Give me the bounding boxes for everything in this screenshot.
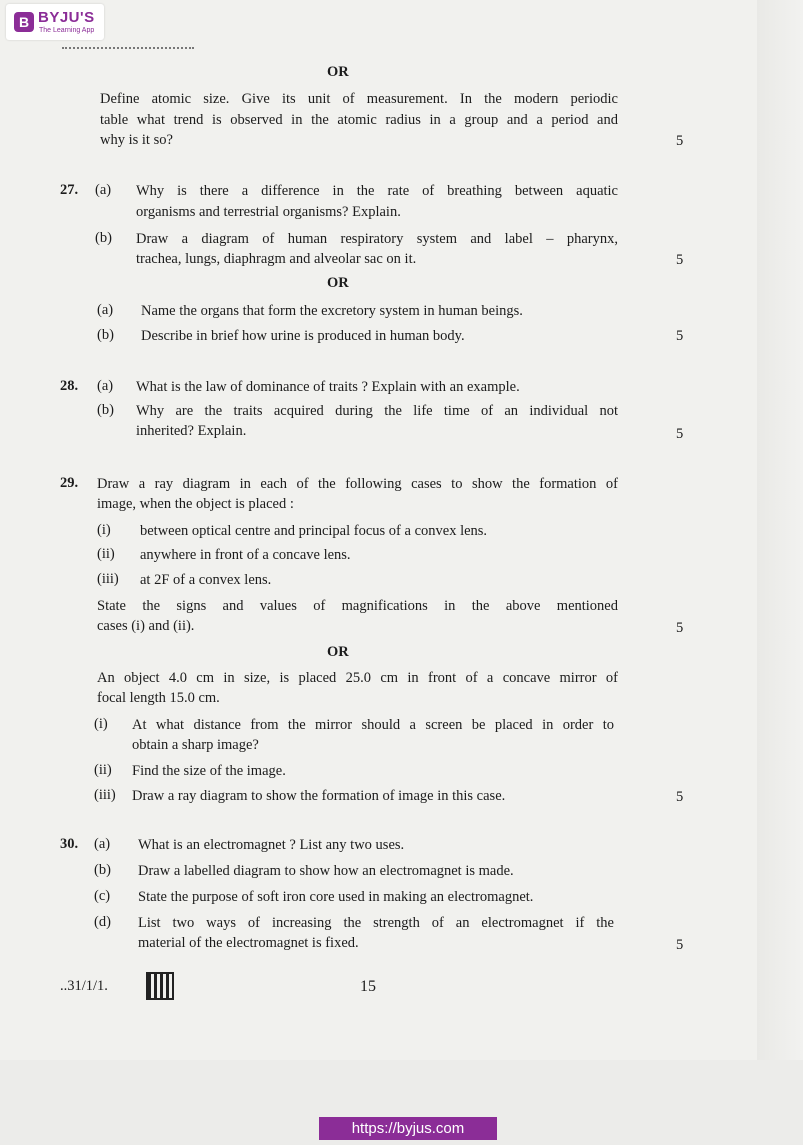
marks: 5 [676,937,684,953]
q30-item-line: What is an electromagnet ? List any two uses. [138,837,405,853]
q29-or-item-line: At what distance from the mirror should a screen be placed in order to [132,717,614,733]
logo-mark-icon: B [14,12,34,32]
q30-item-line: State the purpose of soft iron core used in making an electromagnet. [138,889,534,905]
part-label: (b) [97,327,114,343]
marks: 5 [676,789,684,805]
q29-state-line: State the signs and values of magnifications in the above mentioned [97,598,618,614]
page-number: 15 [360,978,376,995]
question-number: 30. [60,836,79,852]
part-label: (i) [94,716,108,732]
marks: 5 [676,252,684,268]
byjus-url-link[interactable]: https://byjus.com [319,1117,497,1140]
part-label: (a) [97,302,114,318]
question-number: 29. [60,475,79,491]
part-label: (a) [95,182,112,198]
q27-a-line: organisms and terrestrial organisms? Explain. [136,204,401,220]
logo-tagline: The Learning App [39,27,95,34]
q26-or-line: why is it so? [100,132,173,148]
part-label: (a) [97,378,114,394]
q29-or-intro-line: focal length 15.0 cm. [97,690,220,706]
q27-b-line: trachea, lungs, diaphragm and alveolar sac on it. [136,251,417,267]
marks: 5 [676,328,684,344]
part-label: (iii) [94,787,116,803]
q30-item-line: List two ways of increasing the strength of an electromagnet if the [138,915,614,931]
q27-or-a: Name the organs that form the excretory system in human beings. [141,303,523,319]
qr-code-icon[interactable] [146,972,174,1000]
question-number: 28. [60,378,79,394]
q27-b-line: Draw a diagram of human respiratory system and label – pharynx, [136,231,618,247]
or-heading: OR [327,275,349,291]
part-label: (b) [95,230,112,246]
part-label: (d) [94,914,111,930]
q29-intro-line: Draw a ray diagram in each of the following cases to show the formation of [97,476,618,492]
marks: 5 [676,133,684,149]
paper-code: ..31/1/1. [60,978,108,994]
q28-b-line: inherited? Explain. [136,423,247,439]
q26-or-line: Define atomic size. Give its unit of measurement. In the modern periodic [100,91,618,107]
q30-item-line: material of the electromagnet is fixed. [138,935,359,951]
q29-or-item-line: Find the size of the image. [132,763,286,779]
header-rule [62,47,194,49]
q29-item: at 2F of a convex lens. [140,572,272,588]
or-heading: OR [327,644,349,660]
q29-or-item-line: Draw a ray diagram to show the formation of image in this case. [132,788,506,804]
q29-or-item-line: obtain a sharp image? [132,737,259,753]
q27-or-b: Describe in brief how urine is produced in human body. [141,328,465,344]
q29-item: anywhere in front of a concave lens. [140,547,351,563]
part-label: (iii) [97,571,119,587]
q27-a-line: Why is there a difference in the rate of breathing between aquatic [136,183,618,199]
q29-or-intro-line: An object 4.0 cm in size, is placed 25.0 cm in front of a concave mirror of [97,670,618,686]
part-label: (a) [94,836,111,852]
marks: 5 [676,426,684,442]
part-label: (c) [94,888,111,904]
q28-b-line: Why are the traits acquired during the life time of an individual not [136,403,618,419]
part-label: (i) [97,522,111,538]
part-label: (ii) [94,762,112,778]
logo-name: BYJU'S [38,9,95,26]
marks: 5 [676,620,684,636]
q26-or-line: table what trend is observed in the atomic radius in a group and a period and [100,112,618,128]
part-label: (ii) [97,546,115,562]
q30-item-line: Draw a labelled diagram to show how an electromagnet is made. [138,863,514,879]
page-edge [757,0,803,1060]
part-label: (b) [97,402,114,418]
q29-intro-line: image, when the object is placed : [97,496,294,512]
part-label: (b) [94,862,111,878]
question-number: 27. [60,182,79,198]
byjus-logo[interactable] [6,4,104,40]
q28-a: What is the law of dominance of traits ? Explain with an example. [136,379,520,395]
or-heading: OR [327,64,349,80]
q29-item: between optical centre and principal focus of a convex lens. [140,523,488,539]
q29-state-line: cases (i) and (ii). [97,618,195,634]
